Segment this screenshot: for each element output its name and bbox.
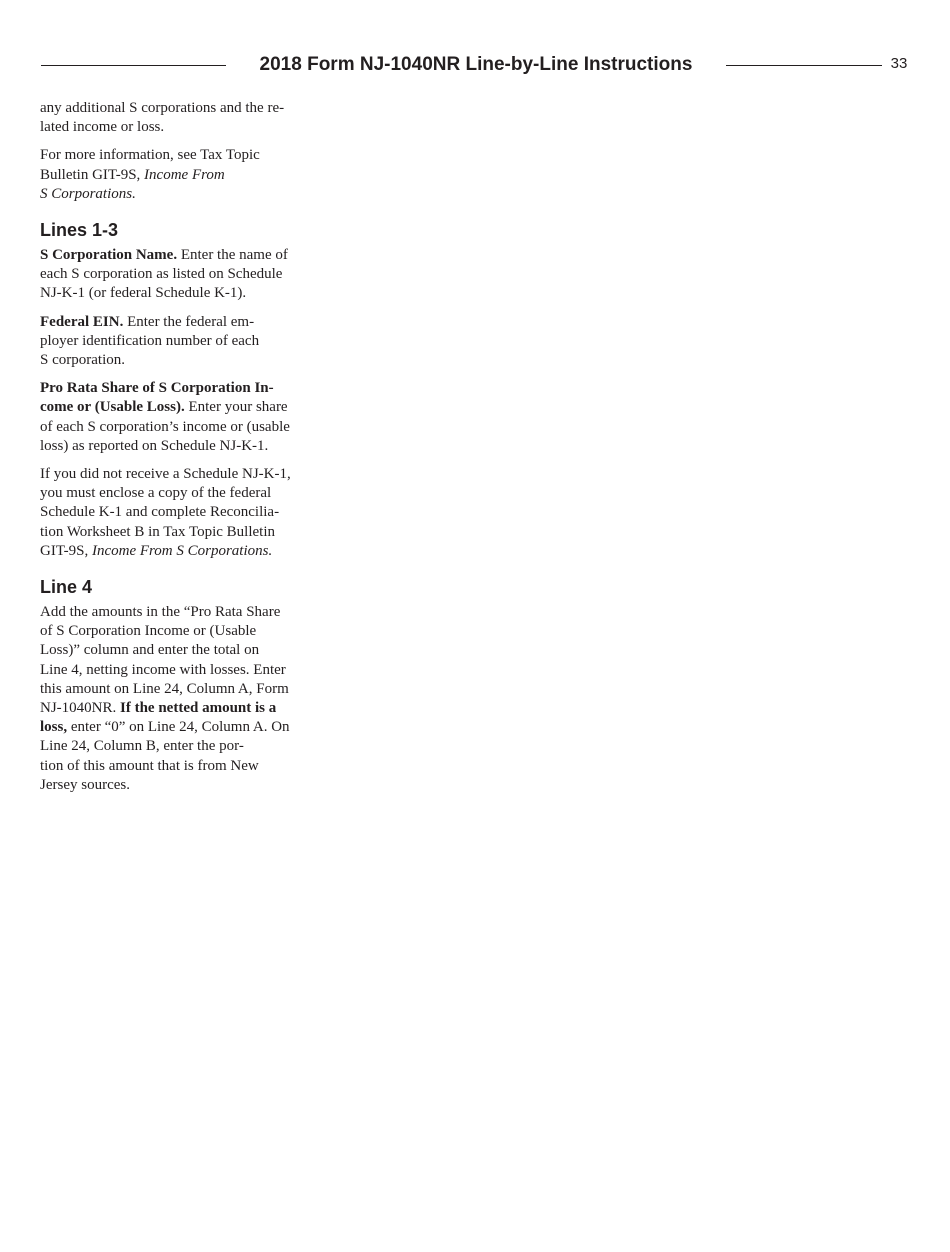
text-line: NJ-1040NR. — [40, 700, 121, 717]
text-line: Line 4, netting income with losses. Enter — [40, 661, 286, 678]
intro-paragraph — [40, 99, 312, 137]
text-line: For more information, see Tax Topic — [40, 147, 260, 164]
ein-paragraph — [40, 313, 312, 371]
term-label: come or (Usable Loss). — [40, 399, 185, 416]
more-info-paragraph — [40, 146, 312, 204]
text-line: each S corporation as listed on Schedule — [40, 266, 283, 283]
text-line: tion of this amount that is from New — [40, 757, 259, 774]
bulletin-title: Income From S Corporations. — [91, 542, 273, 559]
text-line: you must enclose a copy of the federal — [40, 485, 272, 502]
term-label: Pro Rata Share of S Corporation In- — [40, 380, 274, 397]
header-rule-right — [726, 65, 882, 66]
header-rule-left — [41, 65, 226, 66]
pro-rata-paragraph — [40, 379, 312, 456]
line-4-paragraph — [40, 603, 312, 795]
text-line: of S Corporation Income or (Usable — [40, 623, 257, 640]
bulletin-title: S Corporations. — [40, 185, 136, 202]
text-line: any additional S corporations and the re- — [40, 100, 285, 116]
term-label: S Corporation Name. — [40, 247, 178, 264]
heading-line-4: Line 4 — [40, 577, 93, 598]
corp-name-paragraph — [40, 246, 312, 304]
text-line: enter “0” on Line 24, Column A. On — [67, 719, 290, 736]
emphasis-text: If the netted amount is a — [120, 700, 277, 717]
heading-lines-1-3: Lines 1-3 — [40, 220, 119, 241]
text-line: Add the amounts in the “Pro Rata Share — [40, 604, 281, 621]
page-title: 2018 Form NJ-1040NR Line-by-Line Instructions — [259, 54, 693, 75]
term-label: Federal EIN. — [40, 313, 124, 330]
text-line: Enter the name of — [177, 247, 288, 264]
text-line: Bulletin GIT-9S, — [40, 166, 145, 183]
bulletin-title: Income From — [144, 166, 225, 183]
text-line: Enter your share — [184, 399, 288, 416]
text-line: Jersey sources. — [40, 776, 130, 793]
text-line: Enter the federal em- — [123, 313, 255, 330]
text-line: this amount on Line 24, Column A, Form — [40, 680, 289, 697]
no-schedule-paragraph — [40, 465, 312, 561]
text-line: of each S corporation’s income or (usable — [40, 418, 290, 435]
text-line: tion Worksheet B in Tax Topic Bulletin — [40, 523, 276, 540]
text-line: Schedule K-1 and complete Reconcilia- — [40, 504, 280, 521]
text-line: loss) as reported on Schedule NJ-K-1. — [40, 437, 269, 454]
text-line: NJ-K-1 (or federal Schedule K-1). — [40, 285, 247, 302]
emphasis-text: loss, — [40, 719, 68, 736]
text-line: lated income or loss. — [40, 119, 165, 136]
text-line: S corporation. — [40, 352, 125, 369]
text-line: If you did not receive a Schedule NJ-K-1, — [40, 466, 291, 483]
page-header — [0, 50, 950, 80]
text-line: Loss)” column and enter the total on — [40, 642, 260, 659]
page-number: 33 — [890, 55, 908, 72]
text-line: GIT-9S, — [40, 542, 92, 559]
text-line: ployer identification number of each — [40, 332, 260, 349]
text-line: Line 24, Column B, enter the por- — [40, 738, 244, 755]
instructions-column — [40, 99, 312, 804]
